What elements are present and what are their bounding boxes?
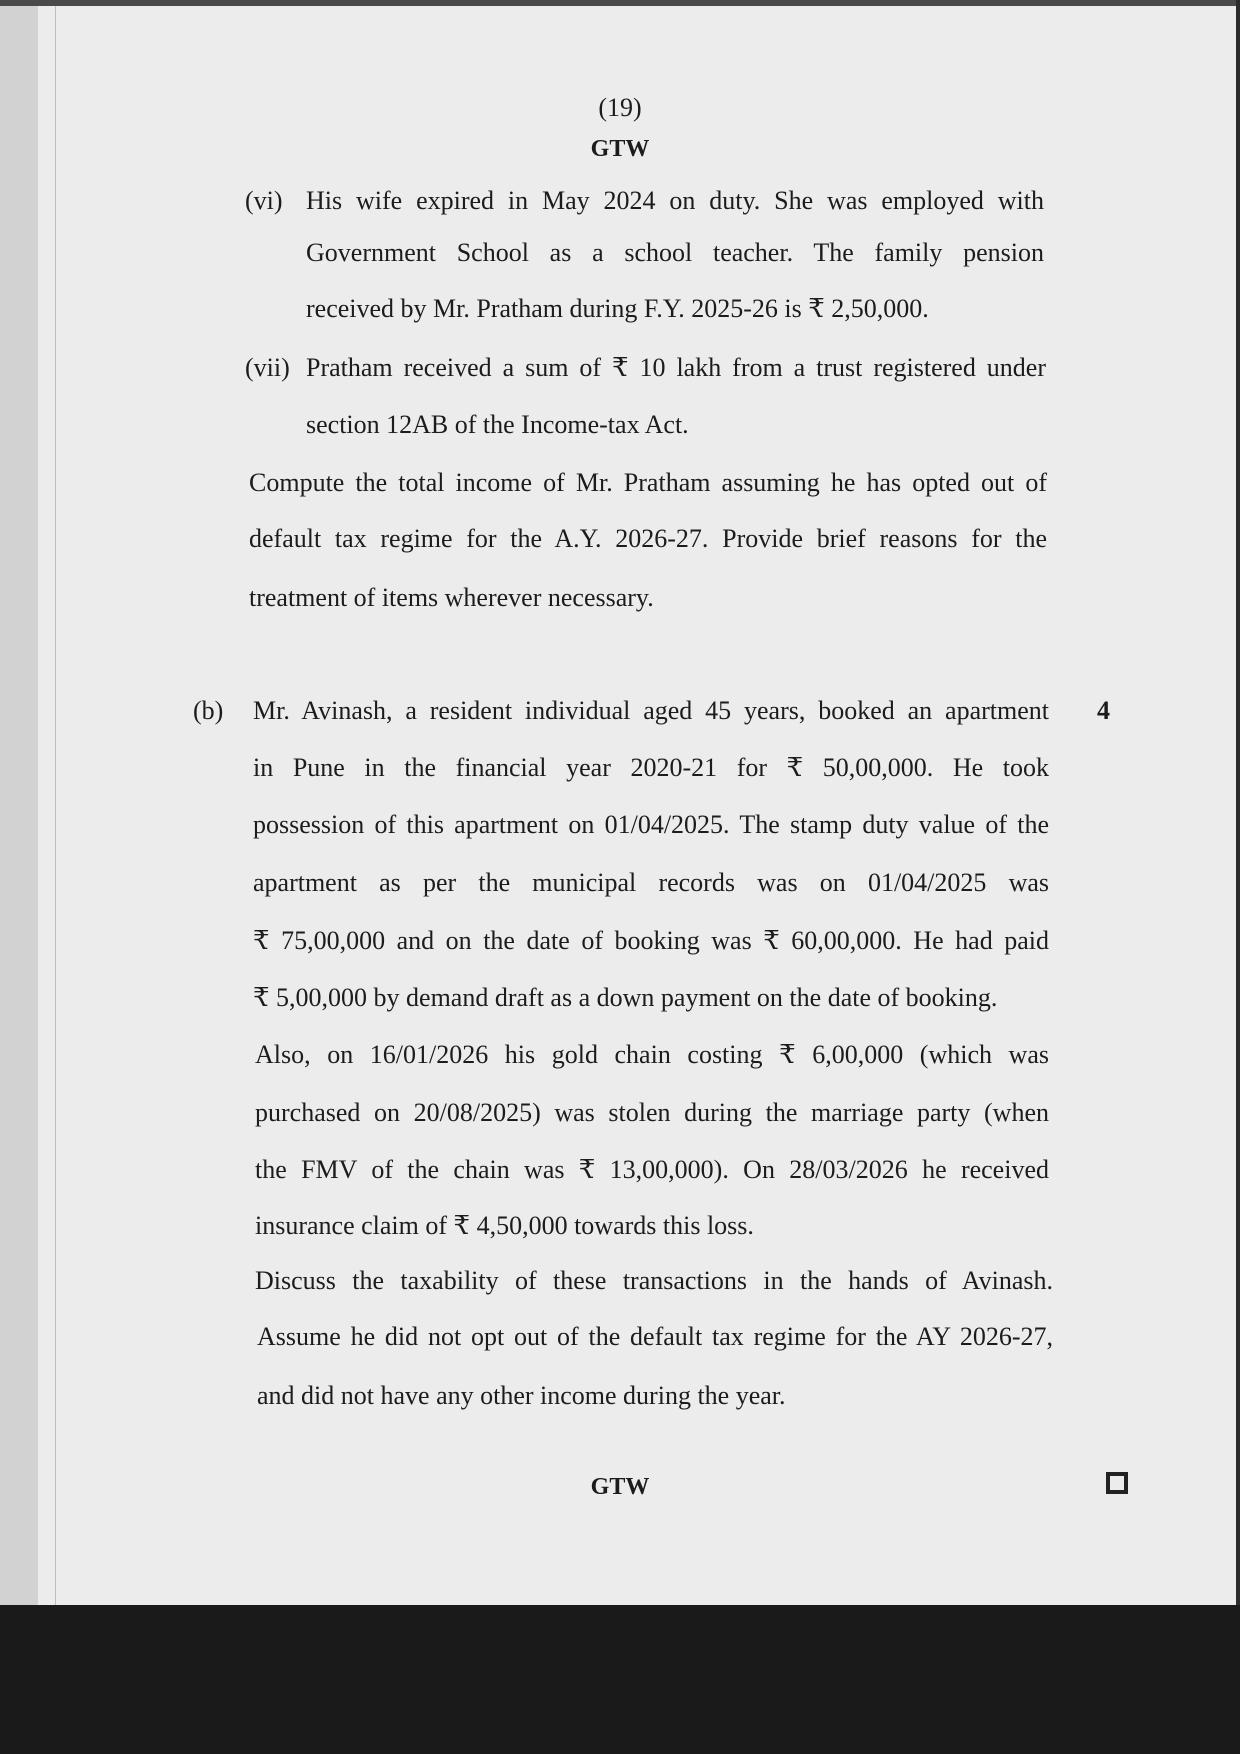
compute-line1: Compute the total income of Mr. Pratham assuming he has opted out of xyxy=(249,468,1047,497)
compute-line2: default tax regime for the A.Y. 2026-27. Provide brief reasons for the xyxy=(249,524,1047,553)
item-vi-line3: received by Mr. Pratham during F.Y. 2025-26 is ₹ 2,50,000. xyxy=(306,294,929,323)
page-crease xyxy=(55,0,56,1605)
item-vi-line1: His wife expired in May 2024 on duty. She was employed with xyxy=(306,186,1044,215)
item-vi-line2: Government School as a school teacher. The family pension xyxy=(306,238,1044,267)
part-b-p2-line1: Also, on 16/01/2026 his gold chain costing ₹ 6,00,000 (which was xyxy=(255,1040,1049,1069)
part-b-p2-line4: insurance claim of ₹ 4,50,000 towards this loss. xyxy=(255,1211,754,1240)
top-edge xyxy=(0,0,1240,6)
part-b-p1-line3: possession of this apartment on 01/04/2025. The stamp duty value of the xyxy=(253,810,1049,839)
item-vii-label: (vii) xyxy=(245,353,290,382)
item-vi-label: (vi) xyxy=(245,186,283,215)
part-b-label: (b) xyxy=(193,696,224,725)
header-code: GTW xyxy=(590,136,650,162)
part-b-p2-line2: purchased on 20/08/2025) was stolen during the marriage party (when xyxy=(255,1098,1049,1127)
part-b-p2-line3: the FMV of the chain was ₹ 13,00,000). On 28/03/2026 he received xyxy=(255,1155,1049,1184)
part-b-p1-line6: ₹ 5,00,000 by demand draft as a down payment on the date of booking. xyxy=(253,983,998,1012)
part-b-marks: 4 xyxy=(1097,696,1110,725)
part-b-p1-line5: ₹ 75,00,000 and on the date of booking was ₹ 60,00,000. He had paid xyxy=(253,926,1049,955)
page-number: (19) xyxy=(598,93,642,122)
item-vii-line1: Pratham received a sum of ₹ 10 lakh from a trust registered under xyxy=(306,353,1046,382)
item-vii-line2: section 12AB of the Income-tax Act. xyxy=(306,410,689,439)
part-b-p1-line2: in Pune in the financial year 2020-21 for ₹ 50,00,000. He took xyxy=(253,753,1049,782)
compute-line3: treatment of items wherever necessary. xyxy=(249,583,654,612)
part-b-p1-line1: Mr. Avinash, a resident individual aged 45 years, booked an apartment xyxy=(253,696,1049,725)
scanner-bottom-band xyxy=(0,1605,1240,1754)
right-edge xyxy=(1236,0,1240,1605)
corner-square-marker xyxy=(1106,1472,1128,1494)
part-b-p1-line4: apartment as per the municipal records was on 01/04/2025 was xyxy=(253,868,1049,897)
part-b-p3-line1: Discuss the taxability of these transactions in the hands of Avinash. xyxy=(255,1266,1053,1295)
footer-code: GTW xyxy=(590,1474,650,1500)
part-b-p3-line2: Assume he did not opt out of the default tax regime for the AY 2026-27, xyxy=(257,1322,1053,1351)
part-b-p3-line3: and did not have any other income during the year. xyxy=(257,1381,786,1410)
